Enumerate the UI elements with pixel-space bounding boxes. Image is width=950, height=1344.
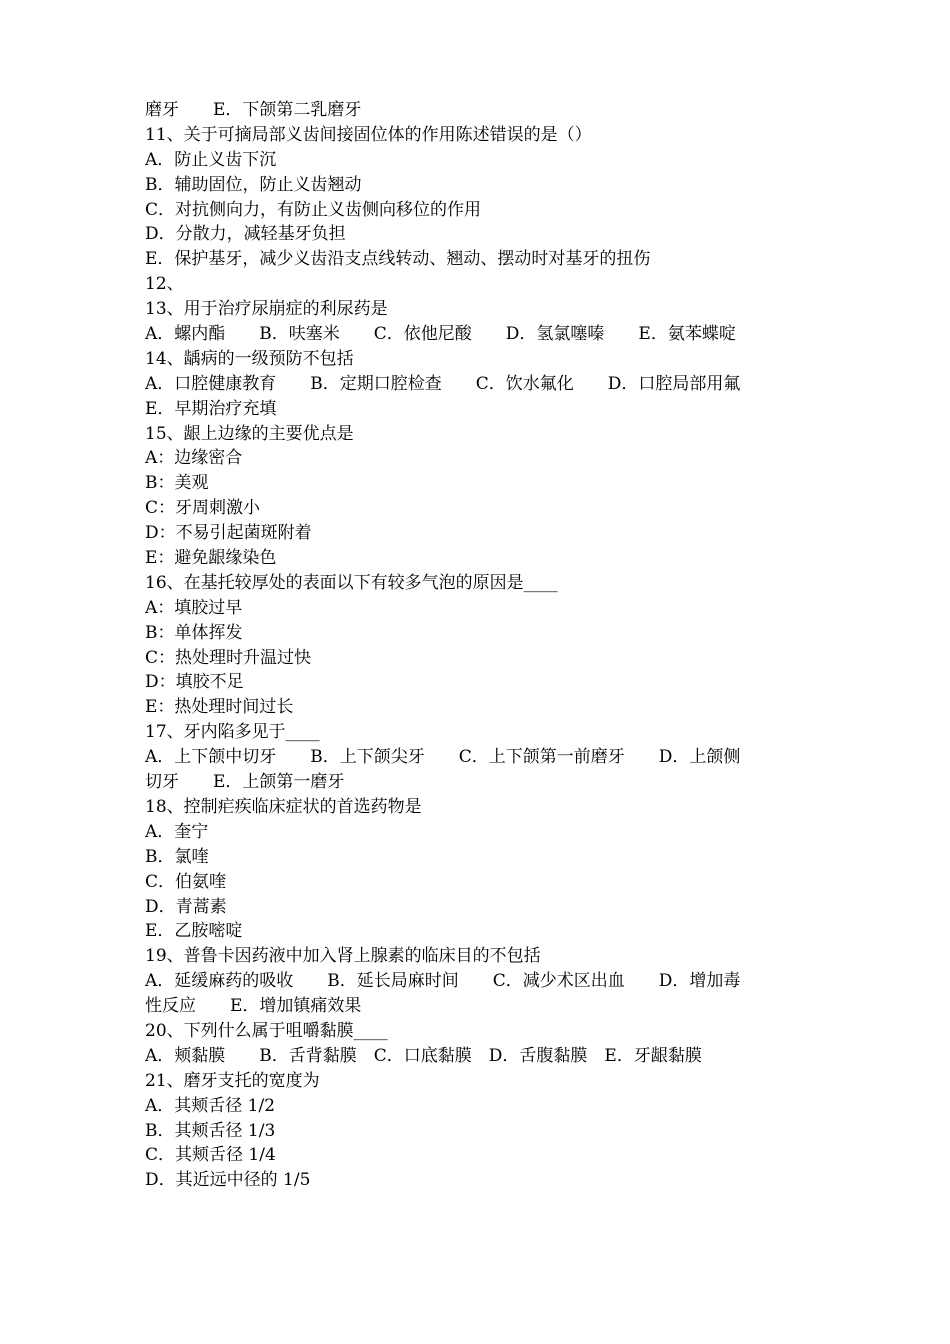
option-line: A．延缓麻药的吸收 B．延长局麻时间 C．减少术区出血 D．增加毒 xyxy=(145,971,741,992)
option-line: A．上下颌中切牙 B．上下颌尖牙 C．上下颌第一前磨牙 D．上颌侧 xyxy=(145,747,741,768)
option-line: A．防止义齿下沉 xyxy=(145,149,277,170)
option-line: A．其颊舌径 1/2 xyxy=(145,1095,276,1116)
option-line: E：避免龈缘染色 xyxy=(145,548,277,569)
option-line: E．保护基牙，减少义齿沿支点线转动、翘动、摆动时对基牙的扭伤 xyxy=(145,249,651,270)
option-line: B．氯喹 xyxy=(145,846,209,867)
question-13: 13、用于治疗尿崩症的利尿药是 xyxy=(145,299,388,320)
option-line: E．早期治疗充填 xyxy=(145,398,277,419)
option-line: A：边缘密合 xyxy=(145,448,243,469)
option-line: 切牙 E．上颌第一磨牙 xyxy=(145,772,345,793)
option-line: D：填胶不足 xyxy=(145,672,244,693)
option-line: A：填胶过早 xyxy=(145,597,243,618)
option-line: C：牙周刺激小 xyxy=(145,498,261,519)
question-17: 17、牙内陷多见于____ xyxy=(145,722,320,743)
document-body xyxy=(145,98,815,1193)
option-line: A．口腔健康教育 B．定期口腔检查 C．饮水氟化 D．口腔局部用氟 xyxy=(145,373,741,394)
option-line: D．青蒿素 xyxy=(145,896,227,917)
option-line: A．螺内酯 B．呋塞米 C．依他尼酸 D．氢氯噻嗪 E．氨苯蝶啶 xyxy=(145,324,736,345)
question-20: 20、下列什么属于咀嚼黏膜____ xyxy=(145,1020,388,1041)
question-15: 15、龈上边缘的主要优点是 xyxy=(145,423,354,444)
question-16: 16、在基托较厚处的表面以下有较多气泡的原因是____ xyxy=(145,572,558,593)
question-18: 18、控制疟疾临床症状的首选药物是 xyxy=(145,796,422,817)
option-line: B．其颊舌径 1/3 xyxy=(145,1120,276,1141)
option-line: B．辅助固位，防止义齿翘动 xyxy=(145,174,362,195)
option-line: C．其颊舌径 1/4 xyxy=(145,1145,276,1166)
question-21: 21、磨牙支托的宽度为 xyxy=(145,1070,320,1091)
option-line: B：美观 xyxy=(145,473,209,494)
option-line: D．分散力，减轻基牙负担 xyxy=(145,224,346,245)
option-line: B：单体挥发 xyxy=(145,622,243,643)
option-line: 性反应 E．增加镇痛效果 xyxy=(145,996,362,1017)
option-line: C：热处理时升温过快 xyxy=(145,647,312,668)
option-line: D：不易引起菌斑附着 xyxy=(145,523,312,544)
option-line: A．奎宁 xyxy=(145,821,209,842)
question-12: 12、 xyxy=(145,274,184,295)
text-line: 磨牙 E．下颌第二乳磨牙 xyxy=(145,100,362,120)
option-line: C．伯氨喹 xyxy=(145,871,227,892)
question-14: 14、龋病的一级预防不包括 xyxy=(145,348,354,369)
question-19: 19、普鲁卡因药液中加入肾上腺素的临床目的不包括 xyxy=(145,946,541,967)
option-line: D．其近远中径的 1/5 xyxy=(145,1170,311,1191)
option-line: E：热处理时间过长 xyxy=(145,697,294,718)
option-line: A．颊黏膜 B．舌背黏膜 C．口底黏膜 D．舌腹黏膜 E．牙龈黏膜 xyxy=(145,1045,702,1066)
option-line: C．对抗侧向力，有防止义齿侧向移位的作用 xyxy=(145,199,482,220)
option-line: E．乙胺嘧啶 xyxy=(145,921,243,942)
question-11: 11、关于可摘局部义齿间接固位体的作用陈述错误的是（） xyxy=(145,124,592,145)
